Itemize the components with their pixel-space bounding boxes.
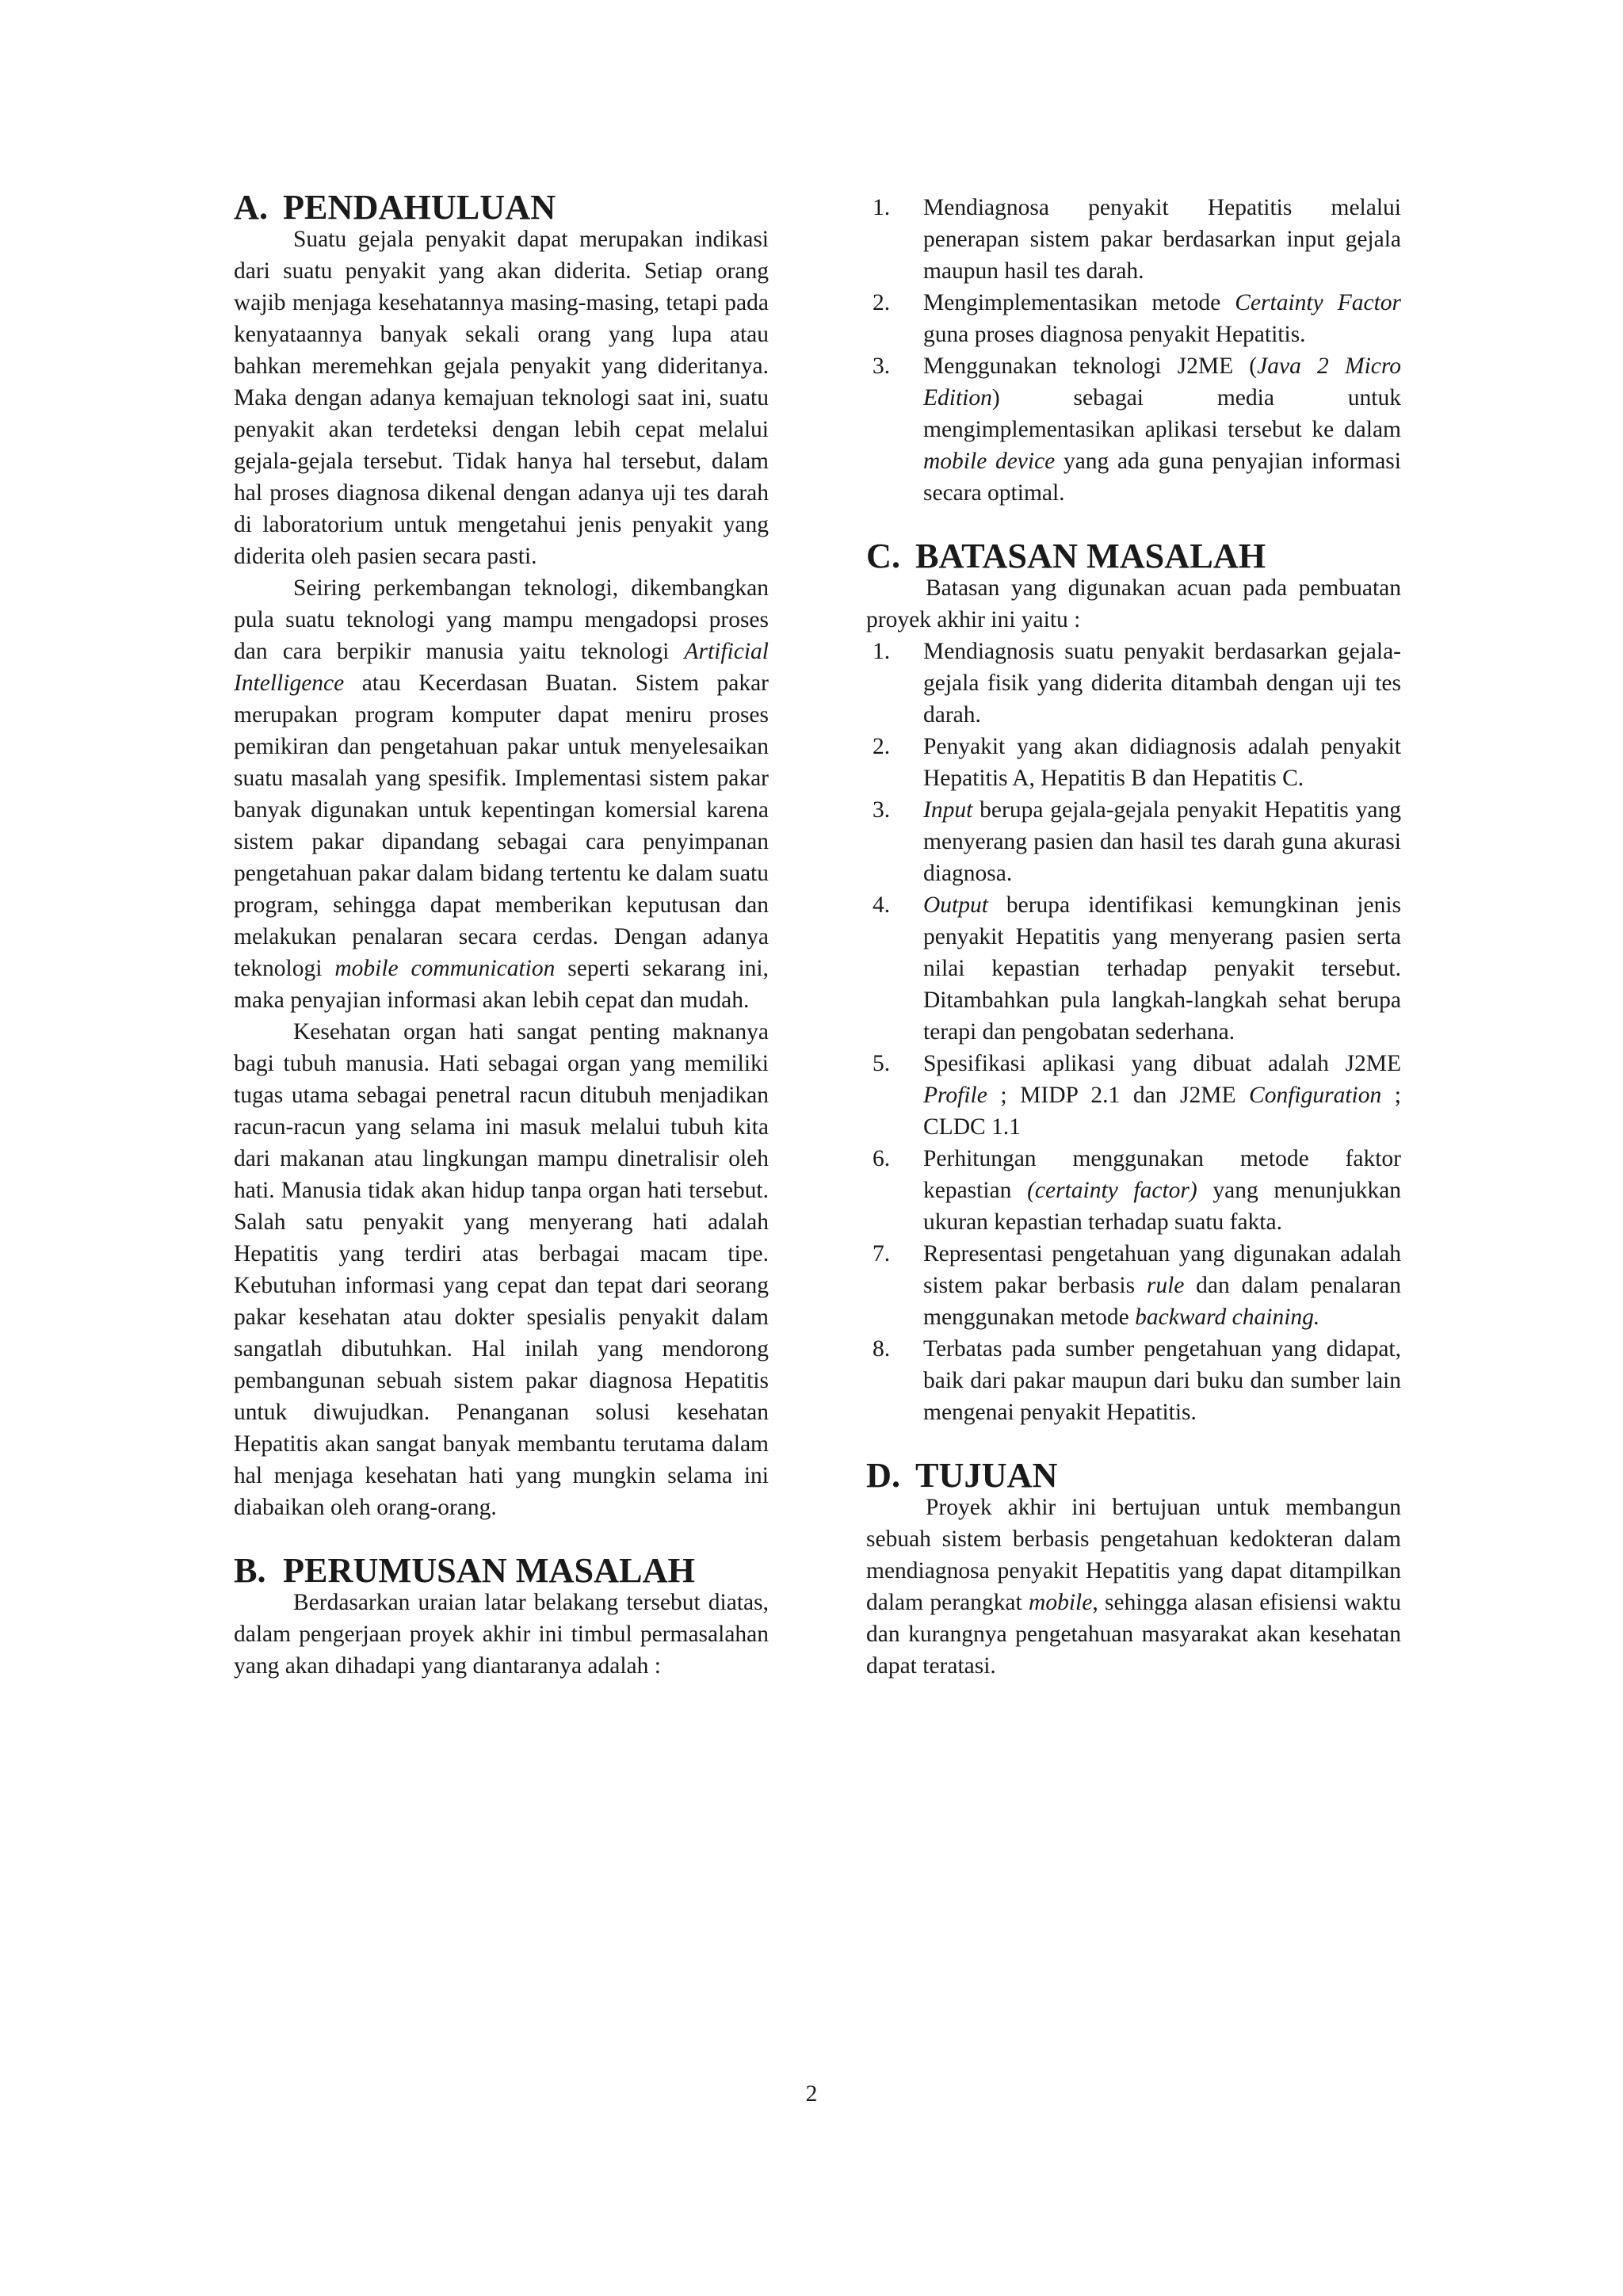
italic-term: Output [923, 892, 988, 918]
list-number: 2. [873, 734, 891, 759]
list-text: berupa gejala-gejala penyakit Hepatitis yang menyerang pasien dan hasil tes darah guna akurasi diagnosa. [923, 797, 1401, 886]
list-item [866, 731, 1401, 794]
italic-term: Input [923, 797, 973, 823]
list-text: ) sebagai media untuk mengimplementasikan aplikasi tersebut ke dalam [923, 385, 1401, 442]
paragraph-text: atau Kecerdasan Buatan. Sistem pakar merupakan program komputer dapat meniru proses pemikiran dan pengetahuan pakar untuk menyelesaikan suatu masalah yang spesifik. Implementasi sistem pakar banyak digunakan untuk kepentingan komersial karena sistem pakar dipandang sebagai cara penyimpanan pengetahuan pakar dalam bidang tertentu ke dalam suatu program, sehingga dapat memberikan keputusan dan melakukan penalaran secara cerdas. Dengan adanya teknologi [234, 670, 769, 981]
list-number: 5. [873, 1051, 891, 1076]
paragraph-text: Proyek akhir ini bertujuan untuk membangun sebuah sistem berbasis pengetahuan kedokteran dalam mendiagnosa penyakit Hepatitis yang dapat ditampilkan dalam perangkat [866, 1495, 1401, 1615]
list-text: ; CLDC 1.1 [923, 1083, 1401, 1140]
list-text: dan dalam penalaran menggunakan metode [923, 1273, 1401, 1330]
list-item [866, 889, 1401, 1048]
section-b-list [866, 192, 1401, 509]
section-b-title: PERUMUSAN MASALAH [283, 1551, 695, 1590]
list-text: berupa identifikasi kemungkinan jenis penyakit Hepatitis yang menyerang pasien serta nilai kepastian terhadap penyakit tersebut. Ditambahkan pula langkah-langkah sehat berupa terapi dan pengobatan sederhana. [923, 892, 1401, 1045]
list-text: ; MIDP 2.1 dan J2ME [987, 1083, 1250, 1108]
italic-term: mobile communication [334, 956, 556, 981]
section-a-paragraph-1: Suatu gejala penyakit dapat merupakan indikasi dari suatu penyakit yang akan diderita. Setiap orang wajib menjaga kesehatannya masing-masing, tetapi pada kenyataannya banyak sekali orang yang lupa atau bahkan meremehkan gejala penyakit yang dideritanya. Maka dengan adanya kemajuan teknologi saat ini, suatu penyakit akan terdeteksi dengan lebih cepat melalui gejala-gejala tersebut. Tidak hanya hal tersebut, dalam hal proses diagnosa dikenal dengan adanya uji tes darah di laboratorium untuk mengetahui jenis penyakit yang diderita oleh pasien secara pasti. [234, 227, 769, 569]
list-text: Spesifikasi aplikasi yang dibuat adalah J2ME [923, 1051, 1401, 1076]
list-text: Mendiagnosis suatu penyakit berdasarkan gejala-gejala fisik yang diderita ditambah dengan uji tes darah. [923, 639, 1401, 728]
section-b-paragraph-1: Berdasarkan uraian latar belakang tersebut diatas, dalam pengerjaan proyek akhir ini timbul permasalahan yang akan dihadapi yang diantaranya adalah : [234, 1590, 769, 1679]
italic-term: Certainty Factor [1235, 290, 1401, 315]
italic-term: backward chaining. [1135, 1305, 1320, 1330]
section-a-paragraph-2 [234, 572, 769, 1016]
section-c-heading [866, 537, 1401, 575]
list-number: 1. [873, 195, 891, 220]
section-a-title: PENDAHULUAN [283, 188, 556, 227]
list-number: 3. [873, 353, 891, 379]
section-a-letter: A. [234, 188, 269, 227]
section-d-paragraph-1 [866, 1492, 1401, 1682]
list-number: 1. [873, 639, 891, 664]
list-item [866, 192, 1401, 287]
italic-term: rule [1146, 1273, 1185, 1298]
list-number: 7. [873, 1241, 891, 1266]
list-item [866, 350, 1401, 509]
list-item [866, 1143, 1401, 1238]
section-a-heading [234, 188, 769, 227]
list-text: Mendiagnosa penyakit Hepatitis melalui penerapan sistem pakar berdasarkan input gejala maupun hasil tes darah. [923, 195, 1401, 284]
right-column [866, 192, 1401, 1682]
italic-term: Java 2 Micro Edition [923, 353, 1402, 411]
list-text: Menggunakan teknologi J2ME ( [923, 353, 1258, 379]
section-d-title: TUJUAN [915, 1456, 1058, 1495]
section-c-title: BATASAN MASALAH [915, 537, 1266, 575]
italic-term: Profile [923, 1083, 987, 1108]
section-c-paragraph-1: Batasan yang digunakan acuan pada pembuatan proyek akhir ini yaitu : [866, 575, 1401, 632]
list-text: Perhitungan menggunakan metode faktor kepastian [923, 1146, 1401, 1203]
section-b-letter: B. [234, 1551, 266, 1590]
list-text: yang ada guna penyajian informasi secara optimal. [923, 449, 1401, 506]
list-number: 2. [873, 290, 891, 315]
list-item [866, 794, 1401, 889]
section-d-letter: D. [866, 1456, 901, 1495]
list-item [866, 287, 1401, 350]
italic-term: Configuration [1249, 1083, 1382, 1108]
paragraph-text: seperti sekarang ini, maka penyajian informasi akan lebih cepat dan mudah. [234, 956, 769, 1013]
paragraph-text: , sehingga alasan efisiensi waktu dan kurangnya pengetahuan masyarakat akan kesehatan dapat teratasi. [866, 1590, 1401, 1679]
left-column [234, 188, 769, 1682]
list-number: 3. [873, 797, 891, 823]
list-text: Terbatas pada sumber pengetahuan yang didapat, baik dari pakar maupun dari buku dan sumber lain mengenai penyakit Hepatitis. [923, 1336, 1401, 1425]
list-text: Mengimplementasikan metode [923, 290, 1235, 315]
italic-term: mobile [1029, 1590, 1093, 1615]
list-item [866, 1048, 1401, 1143]
list-text: yang menunjukkan ukuran kepastian terhadap suatu fakta. [923, 1178, 1401, 1235]
section-c-list [866, 636, 1401, 1428]
section-a-paragraph-3: Kesehatan organ hati sangat penting maknanya bagi tubuh manusia. Hati sebagai organ yang memiliki tugas utama sebagai penetral racun ditubuh menjadikan racun-racun yang selama ini masuk melalui tubuh kita dari makanan atau lingkungan mampu dinetralisir oleh hati. Manusia tidak akan hidup tanpa organ hati tersebut. Salah satu penyakit yang menyerang hati adalah Hepatitis yang terdiri atas berbagai macam tipe. Kebutuhan informasi yang cepat dan tepat dari seorang pakar kesehatan atau dokter spesialis penyakit dalam sangatlah dibutuhkan. Hal inilah yang mendorong pembangunan sebuah sistem pakar diagnosa Hepatitis untuk diwujudkan. Penanganan solusi kesehatan Hepatitis akan sangat banyak membantu terutama dalam hal menjaga kesehatan hati yang mungkin selama ini diabaikan oleh orang-orang. [234, 1019, 769, 1520]
list-text: Penyakit yang akan didiagnosis adalah penyakit Hepatitis A, Hepatitis B dan Hepatitis C. [923, 734, 1401, 791]
list-item [866, 636, 1401, 731]
list-number: 6. [873, 1146, 891, 1171]
section-b-heading [234, 1551, 769, 1590]
list-number: 8. [873, 1336, 891, 1362]
paragraph-text: Seiring perkembangan teknologi, dikembangkan pula suatu teknologi yang mampu mengadopsi proses dan cara berpikir manusia yaitu teknologi [234, 575, 769, 664]
list-text: guna proses diagnosa penyakit Hepatitis. [923, 322, 1306, 347]
list-item [866, 1238, 1401, 1333]
section-c-letter: C. [866, 537, 901, 575]
list-item [866, 1333, 1401, 1428]
section-d-heading [866, 1456, 1401, 1495]
italic-term: Artificial Intelligence [234, 639, 769, 696]
page-number: 2 [805, 2081, 818, 2107]
italic-term: (certainty factor) [1027, 1178, 1197, 1203]
list-text: Representasi pengetahuan yang digunakan adalah sistem pakar berbasis [923, 1241, 1401, 1298]
italic-term: mobile device [923, 449, 1056, 474]
list-number: 4. [873, 892, 891, 918]
